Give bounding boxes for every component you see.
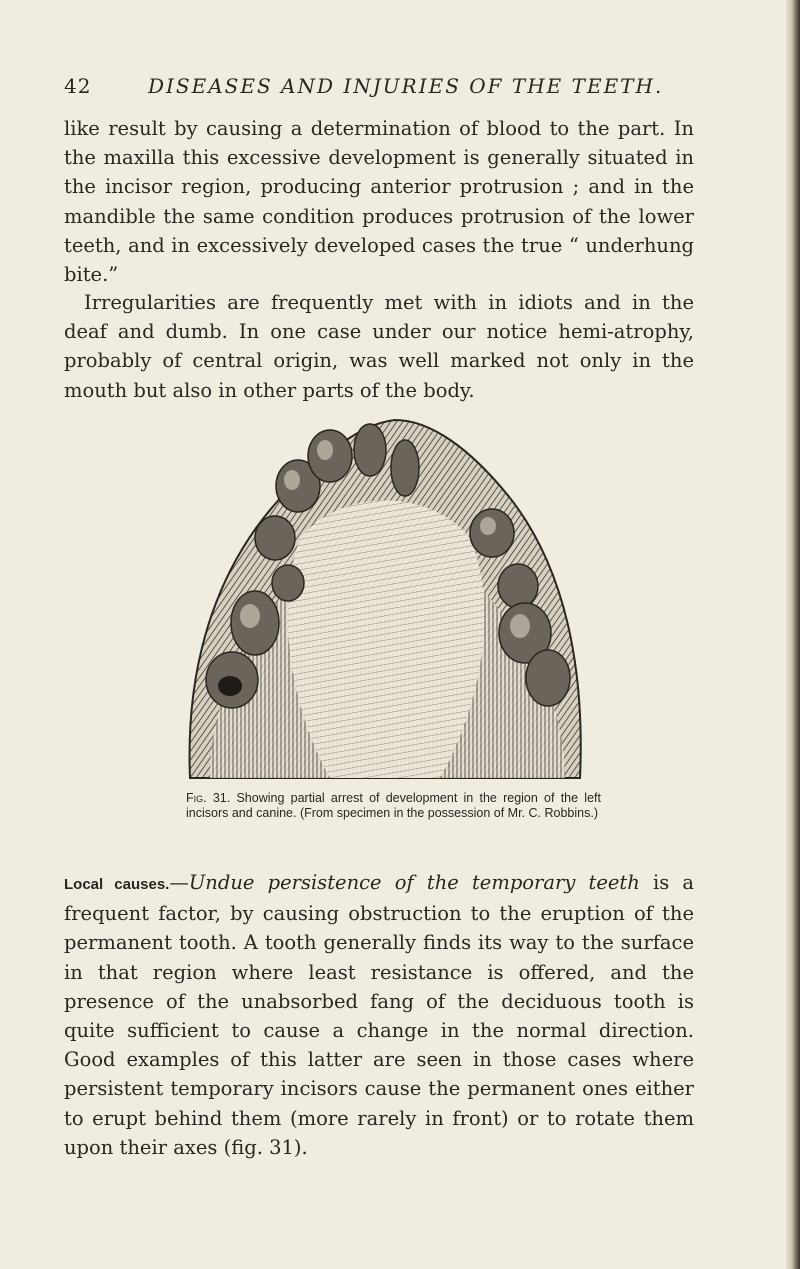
running-title: DISEASES AND INJURIES OF THE TEETH. — [148, 74, 664, 98]
em-dash: — — [169, 871, 189, 894]
page-number: 42 — [64, 74, 92, 98]
paragraph-3-text: is a frequent factor, by causing obstruction to the eruption of the permanent tooth. A tooth generally finds its way to the surface in that region where least resistance is offered, and the presence of the unabsorbed fang of the deciduous tooth is quite sufficient to cause a change in the normal direction. Good examples of this latter are seen in those cases where persistent temporary incisors cause the permanent ones either to erupt behind them (more rarely in front) or to rotate them upon their axes (fig. 31). — [64, 871, 695, 1159]
paragraph-1: like result by causing a determination of blood to the part. In the maxilla this excessive development is generally situated in the incisor region, producing anterior protrusion ; and in the mandible the same condition produces protrusion of the lower teeth, and in excessively developed cases the true “ underhung bite.” — [64, 117, 694, 287]
running-head — [64, 74, 704, 104]
figure-caption — [186, 791, 601, 821]
page-binding-edge — [786, 0, 800, 1269]
paragraph-3 — [64, 868, 694, 1162]
figure-31-engraving — [180, 408, 590, 786]
italic-phrase: Undue persistence of the temporary teeth — [188, 871, 640, 894]
figure-label: Fig. 31. — [186, 791, 231, 805]
maxilla-engraving-image — [180, 408, 590, 786]
figure-caption-text: Showing partial arrest of development in the region of the left incisors and canine. (From specimen in the possession of Mr. C. Robbins.) — [186, 791, 601, 820]
paragraph-2: Irregularities are frequently met with in idiots and in the deaf and dumb. In one case under our notice hemi-atrophy, probably of central origin, was well marked not only in the mouth but also in other parts of the body. — [64, 291, 694, 402]
run-in-heading: Local causes. — [64, 876, 170, 893]
